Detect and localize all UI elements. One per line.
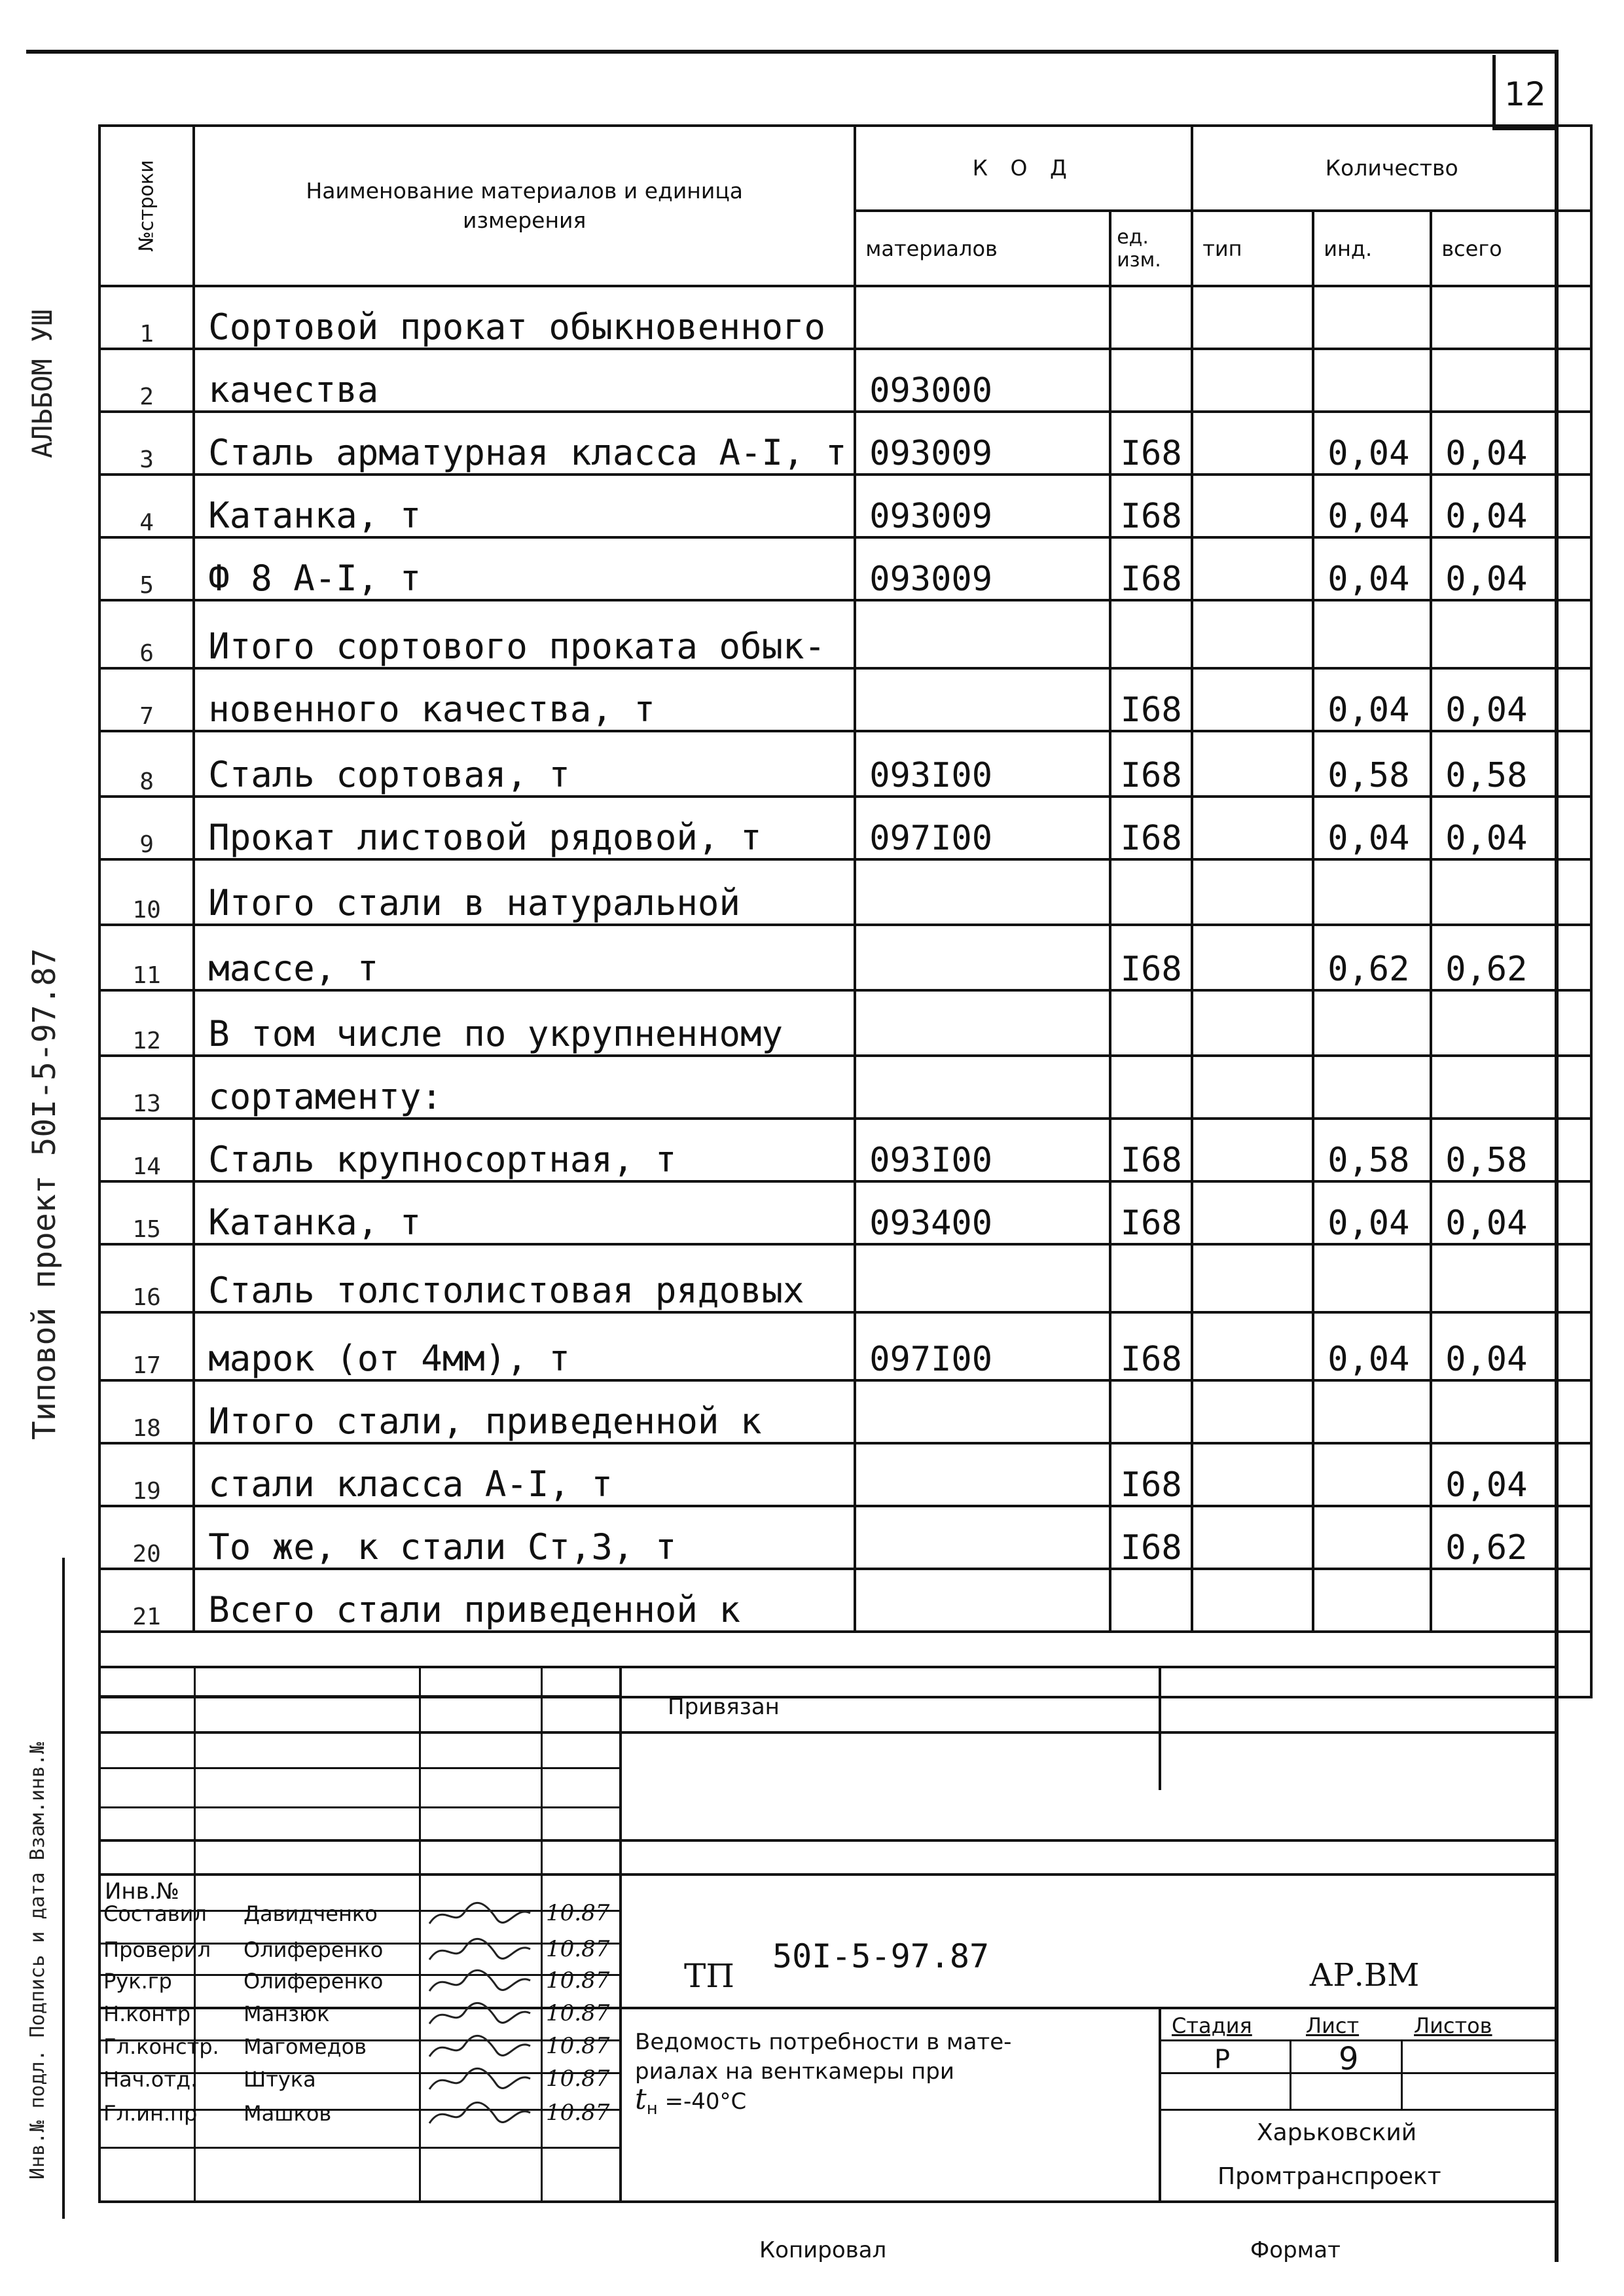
qty-ind [1313, 1569, 1431, 1632]
header-row-no-cell [99, 126, 194, 286]
tb-line [98, 2200, 1558, 2203]
qty-ind: 0,62 [1313, 925, 1431, 990]
qty-typ [1192, 1312, 1313, 1380]
qty-typ [1192, 990, 1313, 1056]
qty-typ [1192, 1056, 1313, 1119]
qty-ind [1313, 1506, 1431, 1569]
privyazan-label: Привязан [668, 1694, 780, 1720]
material-code [855, 1244, 1110, 1312]
material-code: 093009 [855, 537, 1110, 600]
table-row [99, 1244, 1591, 1312]
header-row-no: №строки [135, 160, 158, 252]
qty-ind: 0,58 [1313, 1119, 1431, 1181]
unit-code: I68 [1110, 537, 1192, 600]
sheet-label: Лист [1306, 2013, 1360, 2038]
qty-ind [1313, 349, 1431, 412]
approval-role: Проверил [103, 1937, 211, 1962]
qty-typ [1192, 1244, 1313, 1312]
material-code [855, 1506, 1110, 1569]
qty-total: 0,04 [1431, 475, 1591, 537]
unit-code [1110, 349, 1192, 412]
qty-total [1431, 859, 1591, 925]
signature-icon [424, 1899, 535, 1931]
doc-code: 50I-5-97.87 [772, 1937, 990, 1975]
table-row [99, 990, 1591, 1056]
qty-typ [1192, 1569, 1313, 1632]
side-label-stamp: Инв.№ подл. Подпись и дата Взам.инв.№ [26, 1742, 49, 2179]
table-row [99, 1181, 1591, 1244]
table-row [99, 731, 1591, 797]
row-number: 19 [99, 1443, 194, 1506]
material-name: Сталь крупносортная, т [194, 1119, 855, 1181]
header-name: Наименование материалов и единица измерения [194, 126, 855, 286]
unit-code: I68 [1110, 1181, 1192, 1244]
material-name: массе, т [194, 925, 855, 990]
row-number: 8 [99, 731, 194, 797]
approval-date: 10.87 [546, 2033, 610, 2059]
stage-label: Стадия [1172, 2013, 1252, 2038]
qty-typ [1192, 1380, 1313, 1443]
qty-ind [1313, 1244, 1431, 1312]
row-number: 17 [99, 1312, 194, 1380]
unit-code [1110, 1244, 1192, 1312]
qty-total: 0,58 [1431, 731, 1591, 797]
row-number: 2 [99, 349, 194, 412]
qty-total [1431, 1244, 1591, 1312]
material-code [855, 600, 1110, 668]
approval-name: Манзюк [244, 2001, 330, 2026]
table-row [99, 600, 1591, 668]
qty-total [1431, 286, 1591, 349]
tb-line [98, 1839, 1558, 1842]
material-code [855, 925, 1110, 990]
table-row [99, 925, 1591, 990]
material-name: Итого сортового проката обык- [194, 600, 855, 668]
row-number: 1 [99, 286, 194, 349]
format-label: Формат [1250, 2237, 1341, 2263]
row-number: 10 [99, 859, 194, 925]
frame-top-line [26, 50, 1558, 54]
table-row [99, 349, 1591, 412]
qty-typ [1192, 797, 1313, 859]
side-label-album: АЛЬБОМ УШ [26, 309, 58, 458]
material-code: 093009 [855, 475, 1110, 537]
qty-typ [1192, 600, 1313, 668]
material-name: сортаменту: [194, 1056, 855, 1119]
qty-ind [1313, 859, 1431, 925]
tb-line [98, 1666, 101, 2202]
qty-ind [1313, 1443, 1431, 1506]
qty-total [1431, 349, 1591, 412]
side-stamp-line [62, 1558, 65, 2219]
row-number: 18 [99, 1380, 194, 1443]
tb-line [1290, 2039, 1291, 2109]
row-number: 13 [99, 1056, 194, 1119]
header-code-unit: ед. изм. [1110, 211, 1192, 286]
qty-total: 0,04 [1431, 668, 1591, 731]
page-number: 12 [1504, 75, 1546, 113]
row-number: 7 [99, 668, 194, 731]
row-number: 3 [99, 412, 194, 475]
material-name: Прокат листовой рядовой, т [194, 797, 855, 859]
table-row [99, 797, 1591, 859]
doc-title-line1: Ведомость потребности в мате- [635, 2029, 1012, 2055]
qty-ind: 0,04 [1313, 412, 1431, 475]
material-name: Сортовой прокат обыкновенного [194, 286, 855, 349]
approval-date: 10.87 [546, 2066, 610, 2092]
material-name: Сталь толстолистовая рядовых [194, 1244, 855, 1312]
temp-value: =-40°С [657, 2089, 747, 2115]
unit-code [1110, 990, 1192, 1056]
tb-line [541, 1666, 543, 2202]
approval-name: Олиференко [244, 1969, 384, 1994]
tb-line [1159, 1666, 1161, 1790]
unit-code: I68 [1110, 1312, 1192, 1380]
qty-typ [1192, 1506, 1313, 1569]
qty-typ [1192, 1181, 1313, 1244]
doc-title-line3 [635, 2083, 746, 2119]
row-number: 12 [99, 990, 194, 1056]
tb-line [98, 1666, 1558, 1668]
header-code-materials: материалов [855, 211, 1110, 286]
approval-role: Составил [103, 1901, 207, 1926]
row-number: 16 [99, 1244, 194, 1312]
side-label-project: Типовой проект 50I-5-97.87 [26, 948, 63, 1440]
qty-total [1431, 1569, 1591, 1632]
material-name: марок (от 4мм), т [194, 1312, 855, 1380]
qty-ind: 0,04 [1313, 1181, 1431, 1244]
unit-code: I68 [1110, 925, 1192, 990]
copied-label: Копировал [759, 2237, 887, 2263]
table-row [99, 1443, 1591, 1506]
qty-total: 0,04 [1431, 537, 1591, 600]
table-row [99, 1312, 1591, 1380]
material-code: 093400 [855, 1181, 1110, 1244]
unit-code: I68 [1110, 475, 1192, 537]
row-number: 21 [99, 1569, 194, 1632]
approval-role: Гл.констр. [103, 2034, 219, 2059]
signature-icon [424, 1935, 535, 1967]
qty-ind: 0,04 [1313, 1312, 1431, 1380]
table-row [99, 475, 1591, 537]
qty-ind: 0,58 [1313, 731, 1431, 797]
approval-name: Олиференко [244, 1937, 384, 1962]
table-row [99, 1056, 1591, 1119]
unit-code: I68 [1110, 1443, 1192, 1506]
qty-total [1431, 1380, 1591, 1443]
unit-code: I68 [1110, 1119, 1192, 1181]
material-code [855, 990, 1110, 1056]
header-quantity: Количество [1192, 126, 1591, 211]
material-code: 093009 [855, 412, 1110, 475]
table-row [99, 412, 1591, 475]
signature-icon [424, 2032, 535, 2064]
row-number: 15 [99, 1181, 194, 1244]
approval-role: Рук.гр [103, 1969, 172, 1994]
header-qty-total: всего [1431, 211, 1591, 286]
qty-ind [1313, 990, 1431, 1056]
material-name: Итого стали, приведенной к [194, 1380, 855, 1443]
unit-code [1110, 1380, 1192, 1443]
qty-typ [1192, 668, 1313, 731]
qty-typ [1192, 286, 1313, 349]
approval-name: Магомедов [244, 2034, 367, 2059]
unit-code: I68 [1110, 797, 1192, 859]
qty-ind: 0,04 [1313, 475, 1431, 537]
unit-code [1110, 1056, 1192, 1119]
qty-total: 0,04 [1431, 1443, 1591, 1506]
material-code: 093000 [855, 349, 1110, 412]
approval-date: 10.87 [546, 1900, 610, 1926]
qty-typ [1192, 1119, 1313, 1181]
approval-role: Гл.ин.пр [103, 2101, 198, 2126]
table-row [99, 859, 1591, 925]
qty-total [1431, 990, 1591, 1056]
material-name: Итого стали в натуральной [194, 859, 855, 925]
unit-code: I68 [1110, 412, 1192, 475]
qty-total: 0,04 [1431, 1312, 1591, 1380]
tb-line [98, 1806, 622, 1808]
row-number: 5 [99, 537, 194, 600]
material-name: Катанка, т [194, 475, 855, 537]
signature-icon [424, 2098, 535, 2131]
qty-total: 0,62 [1431, 1506, 1591, 1569]
material-name: То же, к стали Ст,3, т [194, 1506, 855, 1569]
sheets-label: Листов [1414, 2013, 1492, 2038]
table-row [99, 286, 1591, 349]
header-row-1 [99, 126, 1591, 211]
approval-role: Нач.отд. [103, 2067, 198, 2092]
tb-line [1401, 2039, 1403, 2109]
qty-ind [1313, 1056, 1431, 1119]
row-number: 4 [99, 475, 194, 537]
material-name: В том числе по укрупненному [194, 990, 855, 1056]
empty-cell [99, 1632, 1591, 1697]
unit-code [1110, 859, 1192, 925]
qty-total: 0,04 [1431, 1181, 1591, 1244]
temp-sub: н [646, 2098, 658, 2119]
materials-table [98, 124, 1593, 1698]
approval-name: Машков [244, 2101, 332, 2126]
tb-line [98, 1767, 622, 1769]
signature-icon [424, 1999, 535, 2032]
qty-total: 0,58 [1431, 1119, 1591, 1181]
material-name: новенного качества, т [194, 668, 855, 731]
sheet-value: 9 [1339, 2041, 1359, 2077]
tb-line [98, 1873, 1558, 1876]
table-row [99, 537, 1591, 600]
approval-role: Н.контр [103, 2001, 191, 2026]
table-row [99, 1506, 1591, 1569]
tb-line [619, 1666, 622, 2202]
qty-ind [1313, 286, 1431, 349]
stage-value: Р [1214, 2045, 1231, 2075]
material-name: Катанка, т [194, 1181, 855, 1244]
row-number: 9 [99, 797, 194, 859]
tb-line [1159, 2007, 1161, 2203]
material-code: 097I00 [855, 1312, 1110, 1380]
inv-no-label: Инв.№ [105, 1878, 179, 1905]
qty-total [1431, 600, 1591, 668]
tb-line [419, 1666, 421, 2202]
header-code: К О Д [855, 126, 1192, 211]
org-line2: Промтранспроект [1218, 2163, 1441, 2190]
temp-var: t [635, 2083, 647, 2116]
row-number: 11 [99, 925, 194, 990]
qty-ind: 0,04 [1313, 797, 1431, 859]
material-code [855, 668, 1110, 731]
unit-code [1110, 600, 1192, 668]
material-name: Ф 8 А-I, т [194, 537, 855, 600]
material-name: Всего стали приведенной к [194, 1569, 855, 1632]
qty-typ [1192, 731, 1313, 797]
qty-ind [1313, 600, 1431, 668]
approval-name: Штука [244, 2067, 316, 2092]
signature-icon [424, 2064, 535, 2097]
qty-typ [1192, 1443, 1313, 1506]
material-name: Сталь арматурная класса А-I, т [194, 412, 855, 475]
table-row [99, 1119, 1591, 1181]
material-name: Сталь сортовая, т [194, 731, 855, 797]
approval-date: 10.87 [546, 2100, 610, 2126]
material-code [855, 859, 1110, 925]
row-number: 6 [99, 600, 194, 668]
qty-ind: 0,04 [1313, 668, 1431, 731]
material-name: стали класса А-I, т [194, 1443, 855, 1506]
qty-ind: 0,04 [1313, 537, 1431, 600]
qty-total: 0,04 [1431, 412, 1591, 475]
material-code [855, 1569, 1110, 1632]
unit-code: I68 [1110, 668, 1192, 731]
tp-label: ТП [684, 1957, 734, 1995]
tb-line [1159, 2109, 1558, 2111]
qty-total: 0,04 [1431, 797, 1591, 859]
qty-ind [1313, 1380, 1431, 1443]
material-code: 097I00 [855, 797, 1110, 859]
qty-total [1431, 1056, 1591, 1119]
approval-date: 10.87 [546, 1967, 610, 1994]
qty-typ [1192, 412, 1313, 475]
tb-line [98, 2147, 622, 2149]
row-number: 14 [99, 1119, 194, 1181]
material-code [855, 1443, 1110, 1506]
unit-code [1110, 1569, 1192, 1632]
approval-name: Давидченко [244, 1901, 378, 1926]
table-row [99, 668, 1591, 731]
tb-line [98, 1731, 1558, 1734]
table-row [99, 1380, 1591, 1443]
unit-code: I68 [1110, 731, 1192, 797]
sheet-code: АР.ВМ [1309, 1957, 1420, 1994]
material-code: 093I00 [855, 731, 1110, 797]
table-row [99, 1569, 1591, 1632]
org-line1: Харьковский [1257, 2119, 1417, 2146]
qty-total: 0,62 [1431, 925, 1591, 990]
doc-title-line2: риалах на венткамеры при [635, 2058, 954, 2085]
material-code [855, 1056, 1110, 1119]
material-name: качества [194, 349, 855, 412]
row-number: 20 [99, 1506, 194, 1569]
header-qty-typ: тип [1192, 211, 1313, 286]
table-empty-row [99, 1632, 1591, 1697]
unit-code [1110, 286, 1192, 349]
approval-date: 10.87 [546, 1936, 610, 1962]
qty-typ [1192, 859, 1313, 925]
header-qty-ind: инд. [1313, 211, 1431, 286]
qty-typ [1192, 349, 1313, 412]
unit-code: I68 [1110, 1506, 1192, 1569]
qty-typ [1192, 925, 1313, 990]
qty-typ [1192, 537, 1313, 600]
tb-line [98, 1695, 622, 1697]
approval-date: 10.87 [546, 2000, 610, 2026]
material-code [855, 286, 1110, 349]
material-code [855, 1380, 1110, 1443]
material-code: 093I00 [855, 1119, 1110, 1181]
signature-icon [424, 1966, 535, 1999]
qty-typ [1192, 475, 1313, 537]
